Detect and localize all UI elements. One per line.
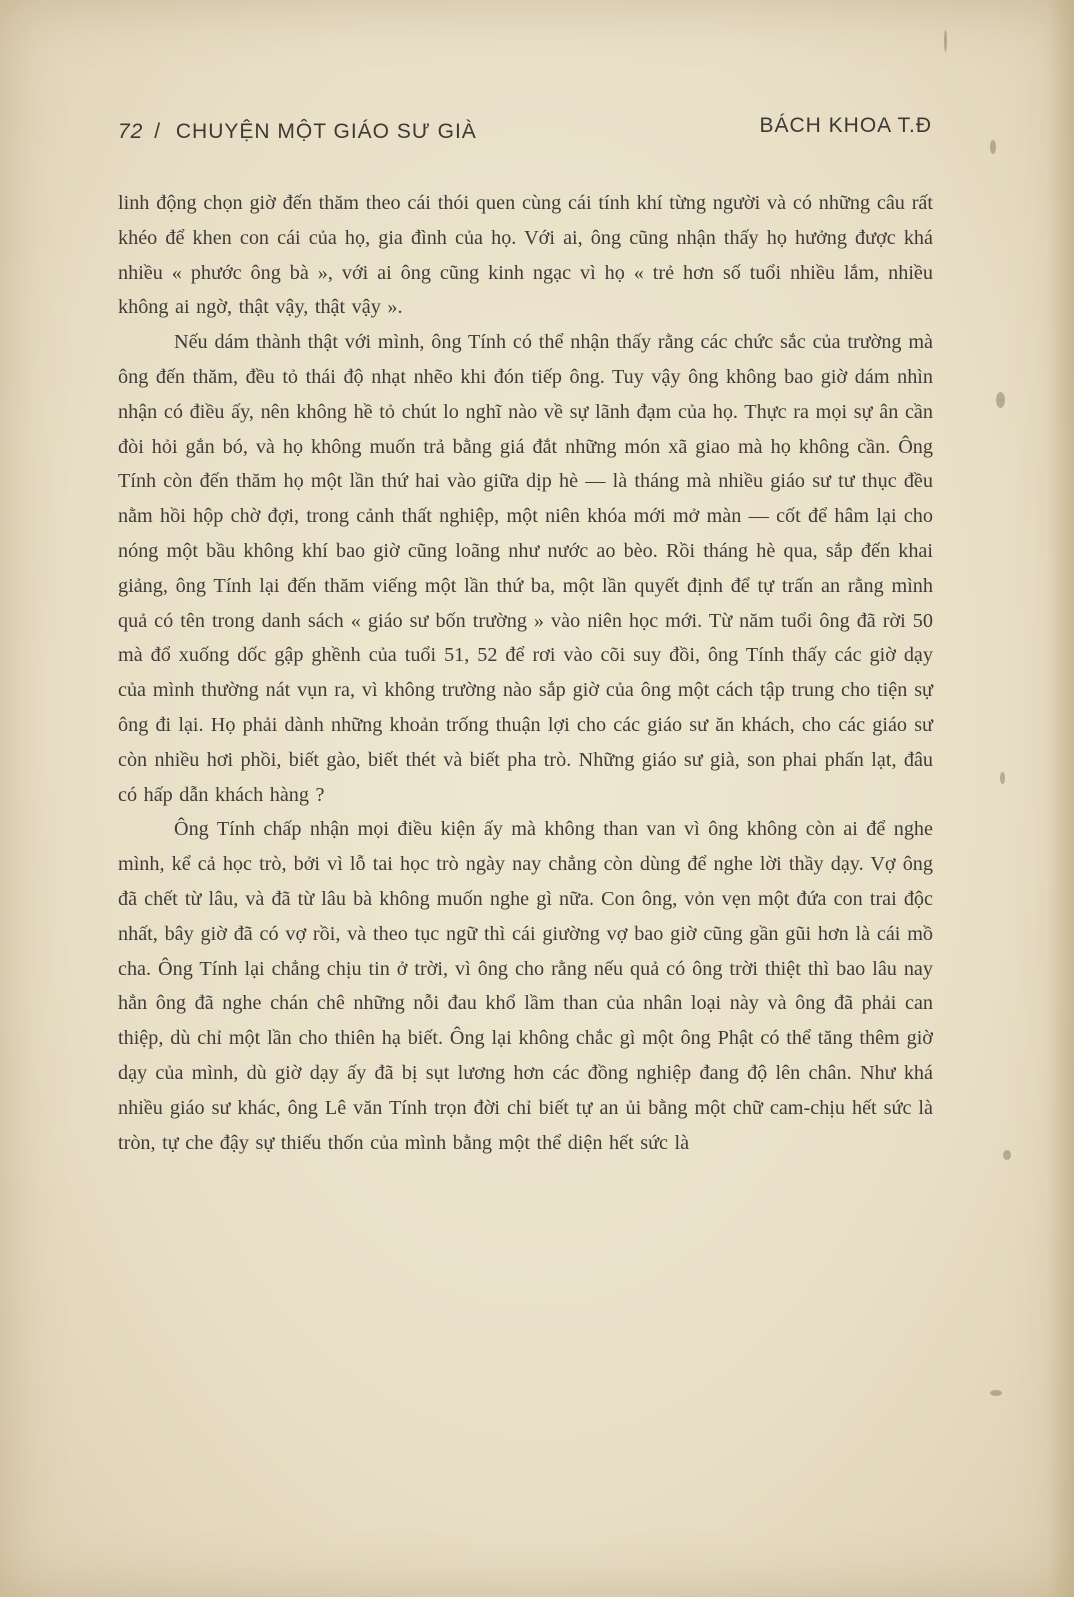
journal-name: BÁCH KHOA T.Đ xyxy=(759,114,932,137)
paper-speck xyxy=(996,392,1005,408)
paper-speck xyxy=(1003,1150,1011,1160)
paragraph-3: Ông Tính chấp nhận mọi điều kiện ấy mà không than van vì ông không còn ai để nghe mình, kể cả học trò, bởi vì lỗ tai học trò ngày nay chẳng còn dùng để nghe lời thầy dạy. Vợ ông đã chết từ lâu, và đã từ lâu bà không muốn nghe gì nữa. Con ông, vỏn vẹn một đứa con trai độc nhất, bây giờ đã có vợ rồi, và theo tục ngữ thì cái giường vợ bao giờ cũng gần gũi hơn là cái mồ cha. Ông Tính lại chẳng chịu tin ở trời, vì ông cho rằng nếu quả có ông trời thiệt thì bao lâu nay hẳn ông đã nghe chán chê những nỗi đau khổ lầm than của nhân loại này và ông đã phải can thiệp, dù chỉ một lần cho thiên hạ biết. Ông lại không chắc gì một ông Phật có thể tăng thêm giờ dạy của mình, dù giờ dạy ấy đã bị sụt lương hơn các đồng nghiệp đang độ lên chân. Như khá nhiều giáo sư khác, ông Lê văn Tính trọn đời chỉ biết tự an ủi bằng một chữ cam-chịu hết sức là tròn, tự che đậy sự thiếu thốn của mình bằng một thể diện hết sức là xyxy=(118,818,933,1154)
running-title-group xyxy=(118,120,477,144)
paper-speck xyxy=(990,140,996,154)
paragraph-1: linh động chọn giờ đến thăm theo cái thói quen cùng cái tính khí từng người và có những câu rất khéo để khen con cái của họ, gia đình của họ. Với ai, ông cũng nhận thấy họ hưởng được khá nhiều « phước ông bà », với ai ông cũng kinh ngạc vì họ « trẻ hơn số tuổi nhiều lắm, nhiều không ai ngờ, thật vậy, thật vậy ». xyxy=(118,192,933,319)
page-header xyxy=(118,114,958,154)
paper-speck xyxy=(1000,772,1005,784)
paper-speck xyxy=(990,1390,1002,1396)
page-number-separator: / xyxy=(154,120,162,143)
paragraph-2: Nếu dám thành thật với mình, ông Tính có thể nhận thấy rằng các chức sắc của trường mà ông đến thăm, đều tỏ thái độ nhạt nhẽo khi đón tiếp ông. Tuy vậy ông không bao giờ dám nhìn nhận có điều ấy, nên không hề tỏ chút lo nghĩ nào về sự lãnh đạm của họ. Thực ra mọi sự ân cần đòi hỏi gắn bó, và họ không muốn trả bằng giá đắt những món xã giao mà họ không cần. Ông Tính còn đến thăm họ một lần thứ hai vào giữa dịp hè — là tháng mà nhiều giáo sư tư thục đều nằm hồi hộp chờ đợi, trong cảnh thất nghiệp, một niên khóa mới mở màn — cốt để hâm lại cho nóng một bầu không khí bao giờ cũng loãng như nước ao bèo. Rồi tháng hè qua, sắp đến khai giảng, ông Tính lại đến thăm viếng một lần thứ ba, một lần quyết định để tự trấn an rằng mình quả có tên trong danh sách « giáo sư bốn trường » vào niên học mới. Từ năm tuổi ông đã rời 50 mà đổ xuống dốc gập ghềnh của tuổi 51, 52 để rơi vào cõi suy đồi, ông Tính thấy các giờ dạy của mình thường nát vụn ra, vì không trường nào sắp giờ của ông một cách tập trung cho tiện sự ông đi lại. Họ phải dành những khoản trống thuận lợi cho các giáo sư ăn khách, cho các giáo sư còn nhiều hơi phồi, biết gào, biết thét và biết pha trò. Những giáo sư già, son phai phấn lạt, đâu có hấp dẫn khách hàng ? xyxy=(118,331,933,806)
running-title: CHUYỆN MỘT GIÁO SƯ GIÀ xyxy=(175,120,477,143)
page-number: 72 xyxy=(118,120,144,143)
page-edge-shadow xyxy=(1048,0,1074,1597)
article-body xyxy=(118,186,933,1160)
paper-speck xyxy=(944,30,947,52)
